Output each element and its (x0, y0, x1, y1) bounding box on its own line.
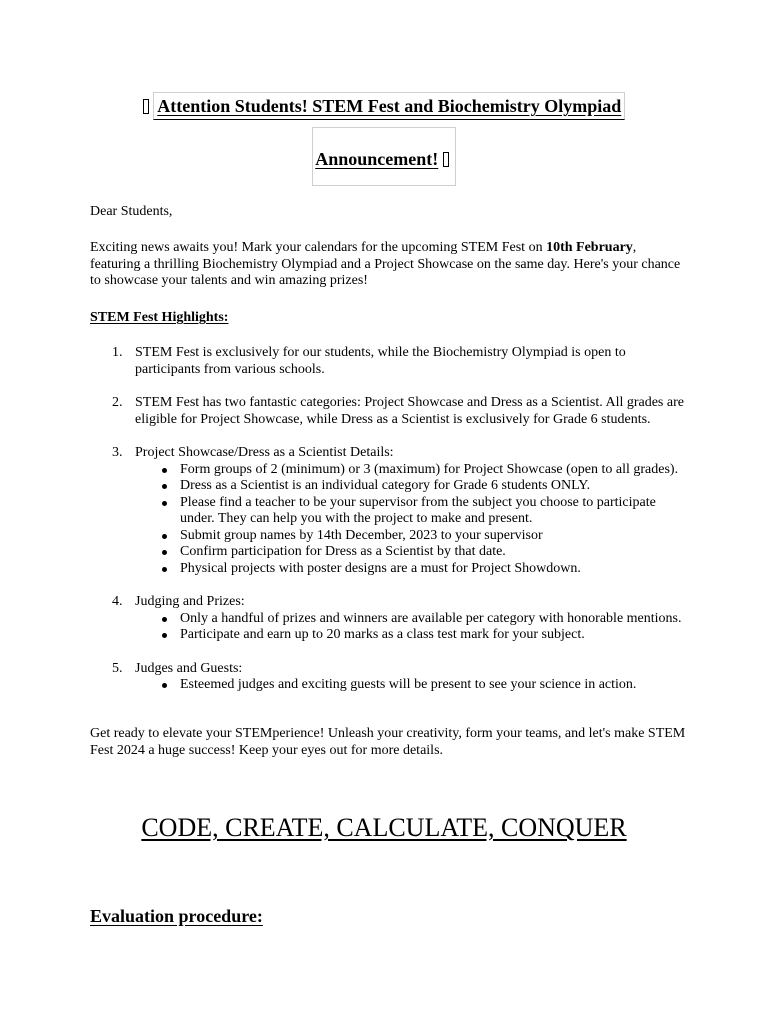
bullet-icon (162, 633, 167, 638)
title-text-2: Announcement! (315, 149, 439, 169)
sub-list-item (135, 495, 690, 528)
sub-list-item (135, 462, 690, 479)
sub-list-item-text: Esteemed judges and exciting guests will be present to see your science in action. (180, 677, 637, 692)
fest-date: 10th February (546, 240, 633, 255)
sub-list-item (135, 611, 690, 628)
title-box-2 (312, 127, 456, 186)
sub-list-item (135, 677, 690, 694)
sub-list-item (135, 528, 690, 545)
sub-list (135, 611, 690, 644)
highlights-list (90, 345, 690, 694)
sub-list-item-text: Physical projects with poster designs are a must for Project Showdown. (180, 560, 581, 576)
intro-text-before: Exciting news awaits you! Mark your calendars for the upcoming STEM Fest on (90, 240, 547, 255)
sub-list (135, 677, 690, 694)
list-item-number: 1. (112, 345, 123, 360)
list-item-text: Project Showcase/Dress as a Scientist Details: (135, 445, 394, 460)
list-item (90, 395, 690, 428)
list-item-number: 4. (112, 594, 123, 609)
sub-list-item (135, 478, 690, 495)
list-item-text: STEM Fest is exclusively for our students, while the Biochemistry Olympiad is open to participants from various schools. (135, 345, 626, 377)
bullet-icon (162, 550, 167, 555)
list-item-number: 5. (112, 660, 123, 676)
emoji-placeholder-icon (443, 152, 449, 167)
sub-list-item (135, 627, 690, 644)
sub-list-item-text: Form groups of 2 (minimum) or 3 (maximum) for Project Showcase (open to all grades). (180, 461, 679, 477)
list-item (90, 594, 690, 644)
sub-list-item-text: Only a handful of prizes and winners are available per category with honorable mentions. (180, 610, 682, 626)
salutation: Dear Students, (90, 204, 173, 219)
list-item (90, 661, 690, 694)
title-line-2 (0, 127, 768, 186)
bullet-icon (162, 468, 167, 473)
evaluation-heading: Evaluation procedure: (90, 906, 263, 926)
bullet-icon (162, 683, 167, 688)
list-item-number: 3. (112, 445, 123, 460)
closing-paragraph: Get ready to elevate your STEMperience! Unleash your creativity, form your teams, and let's make STEM Fest 2024 a huge success! Keep your eyes out for more details. (90, 726, 686, 758)
slogan: CODE, CREATE, CALCULATE, CONQUER (141, 813, 627, 842)
bullet-icon (162, 501, 167, 506)
sub-list-item-text: Submit group names by 14th December, 2023 to your supervisor (180, 527, 543, 543)
title-line-1 (0, 92, 768, 120)
sub-list-item-text: Dress as a Scientist is an individual category for Grade 6 students ONLY. (180, 478, 591, 493)
title-text-1: Attention Students! STEM Fest and Biochemistry Olympiad (157, 96, 622, 116)
bullet-icon (162, 534, 167, 539)
list-item-text: STEM Fest has two fantastic categories: Project Showcase and Dress as a Scientist. All grades are eligible for Project Showcase, while Dress as a Scientist is exclusively for Grade 6 students. (135, 395, 684, 427)
sub-list-item-text: Please find a teacher to be your supervisor from the subject you choose to participate under. They can help you with the project to make and present. (180, 494, 656, 526)
title-box-1 (153, 92, 625, 120)
bullet-icon (162, 567, 167, 572)
intro-paragraph (90, 240, 690, 290)
sub-list (135, 462, 690, 578)
list-item (90, 445, 690, 577)
sub-list-item (135, 561, 690, 578)
sub-list-item-text: Participate and earn up to 20 marks as a class test mark for your subject. (180, 627, 585, 642)
list-item-text: Judging and Prizes: (135, 594, 245, 609)
bullet-icon (162, 484, 167, 489)
list-item-number: 2. (112, 395, 123, 410)
list-item-text: Judges and Guests: (135, 660, 243, 676)
bullet-icon (162, 617, 167, 622)
list-item (90, 345, 690, 378)
intro-text-after: , featuring a thrilling Biochemistry Olympiad and a Project Showcase on the same day. Here's your chance to showcase your talents and win amazing prizes! (90, 240, 681, 288)
emoji-placeholder-icon (143, 99, 149, 114)
sub-list-item (135, 544, 690, 561)
highlights-heading: STEM Fest Highlights: (90, 310, 229, 325)
sub-list-item-text: Confirm participation for Dress as a Scientist by that date. (180, 544, 506, 559)
